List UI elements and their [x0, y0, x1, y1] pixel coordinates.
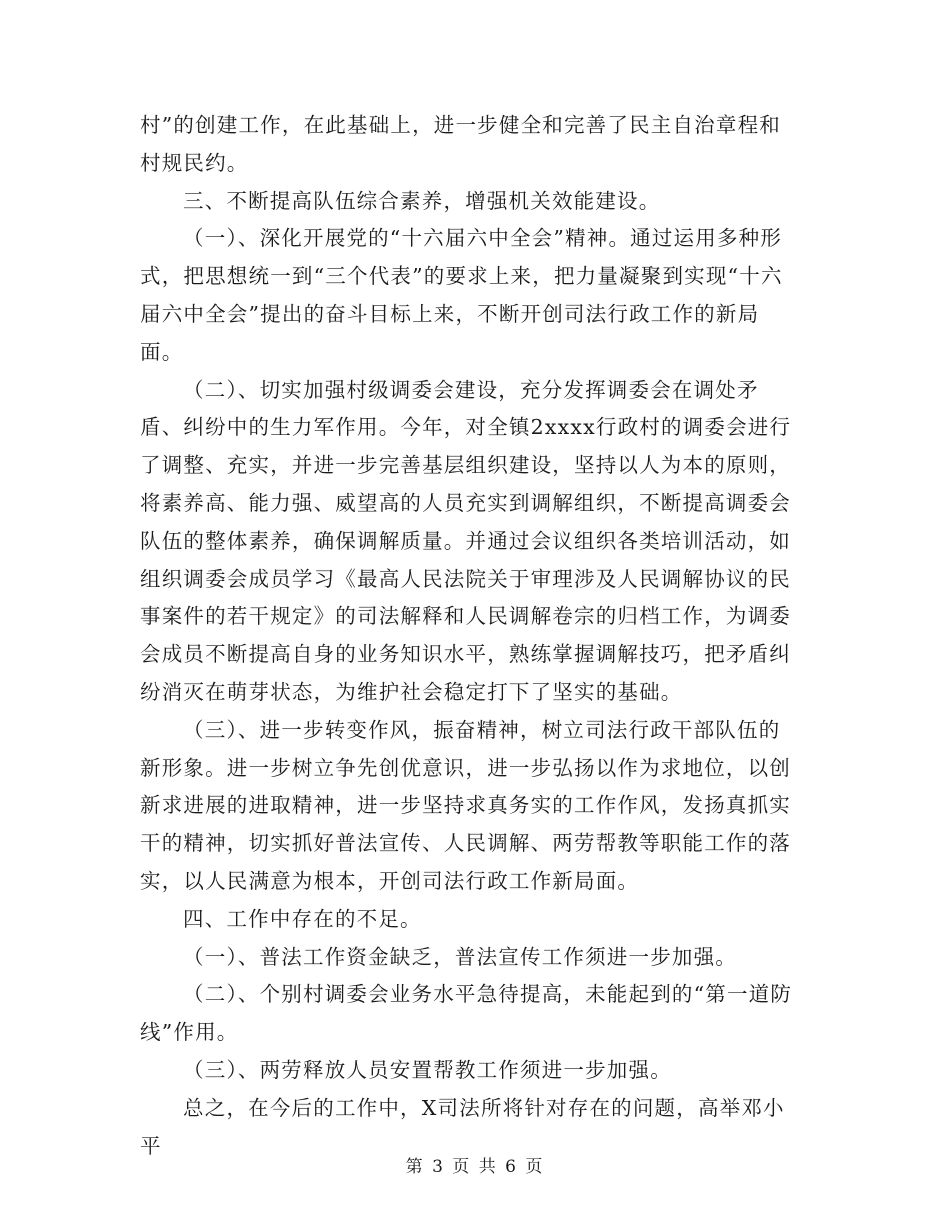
paragraph-3-2: （二）、切实加强村级调委会建设，充分发挥调委会在调处矛盾、纠纷中的生力军作用。今年，对全镇2xxxx行政村的调委会进行了调整、充实，并进一步完善基层组织建设，坚持以人为本的原则，将素养高、能力强、威望高的人员充实到调解组织，不断提高调委会队伍的整体素养，确保调解质量。并通过会议组织各类培训活动，如组织调委会成员学习《最高人民法院关于审理涉及人民调解协议的民事案件的若干规定》的司法解释和人民调解卷宗的归档工作，为调委会成员不断提高自身的业务知识水平，熟练掌握调解技巧，把矛盾纠纷消灭在萌芽状态，为维护社会稳定打下了坚实的基础。 — [140, 377, 792, 704]
page-number-footer: 第 3 页 共 6 页 — [405, 1157, 545, 1177]
section-heading-4: 四、工作中存在的不足。 — [183, 906, 422, 931]
paragraph-3-3: （三）、进一步转变作风，振奋精神，树立司法行政干部队伍的新形象。进一步树立争先创优意识，进一步弘扬以作为求地位，以创新求进展的进取精神，进一步坚持求真务实的工作作风，发扬真抓实干的精神，切实抓好普法宣传、人民调解、两劳帮教等职能工作的落实，以人民满意为根本，开创司法行政工作新局面。 — [140, 717, 791, 893]
paragraph-4-3: （三）、两劳释放人员安置帮教工作须进一步加强。 — [183, 1057, 672, 1082]
section-heading-3: 三、不断提高队伍综合素养，增强机关效能建设。 — [183, 188, 661, 213]
paragraph-4-1: （一）、普法工作资金缺乏，普法宣传工作须进一步加强。 — [183, 944, 737, 969]
paragraph-conclusion: 总之，在今后的工作中，X司法所将针对存在的问题，高举邓小平 — [140, 1095, 785, 1158]
paragraph-3-1: （一）、深化开展党的“十六届六中全会”精神。通过运用多种形式，把思想统一到“三个代表”的要求上来，把力量凝聚到实现“十六届六中全会”提出的奋斗目标上来，不断开创司法行政工作的新局面。 — [140, 226, 783, 364]
paragraph-4-2: （二）、个别村调委会业务水平急待提高，未能起到的“第一道防线”作用。 — [140, 982, 793, 1045]
document-body — [140, 107, 800, 1165]
paragraph-1: 村”的创建工作，在此基础上，进一步健全和完善了民主自治章程和村规民约。 — [140, 113, 781, 175]
